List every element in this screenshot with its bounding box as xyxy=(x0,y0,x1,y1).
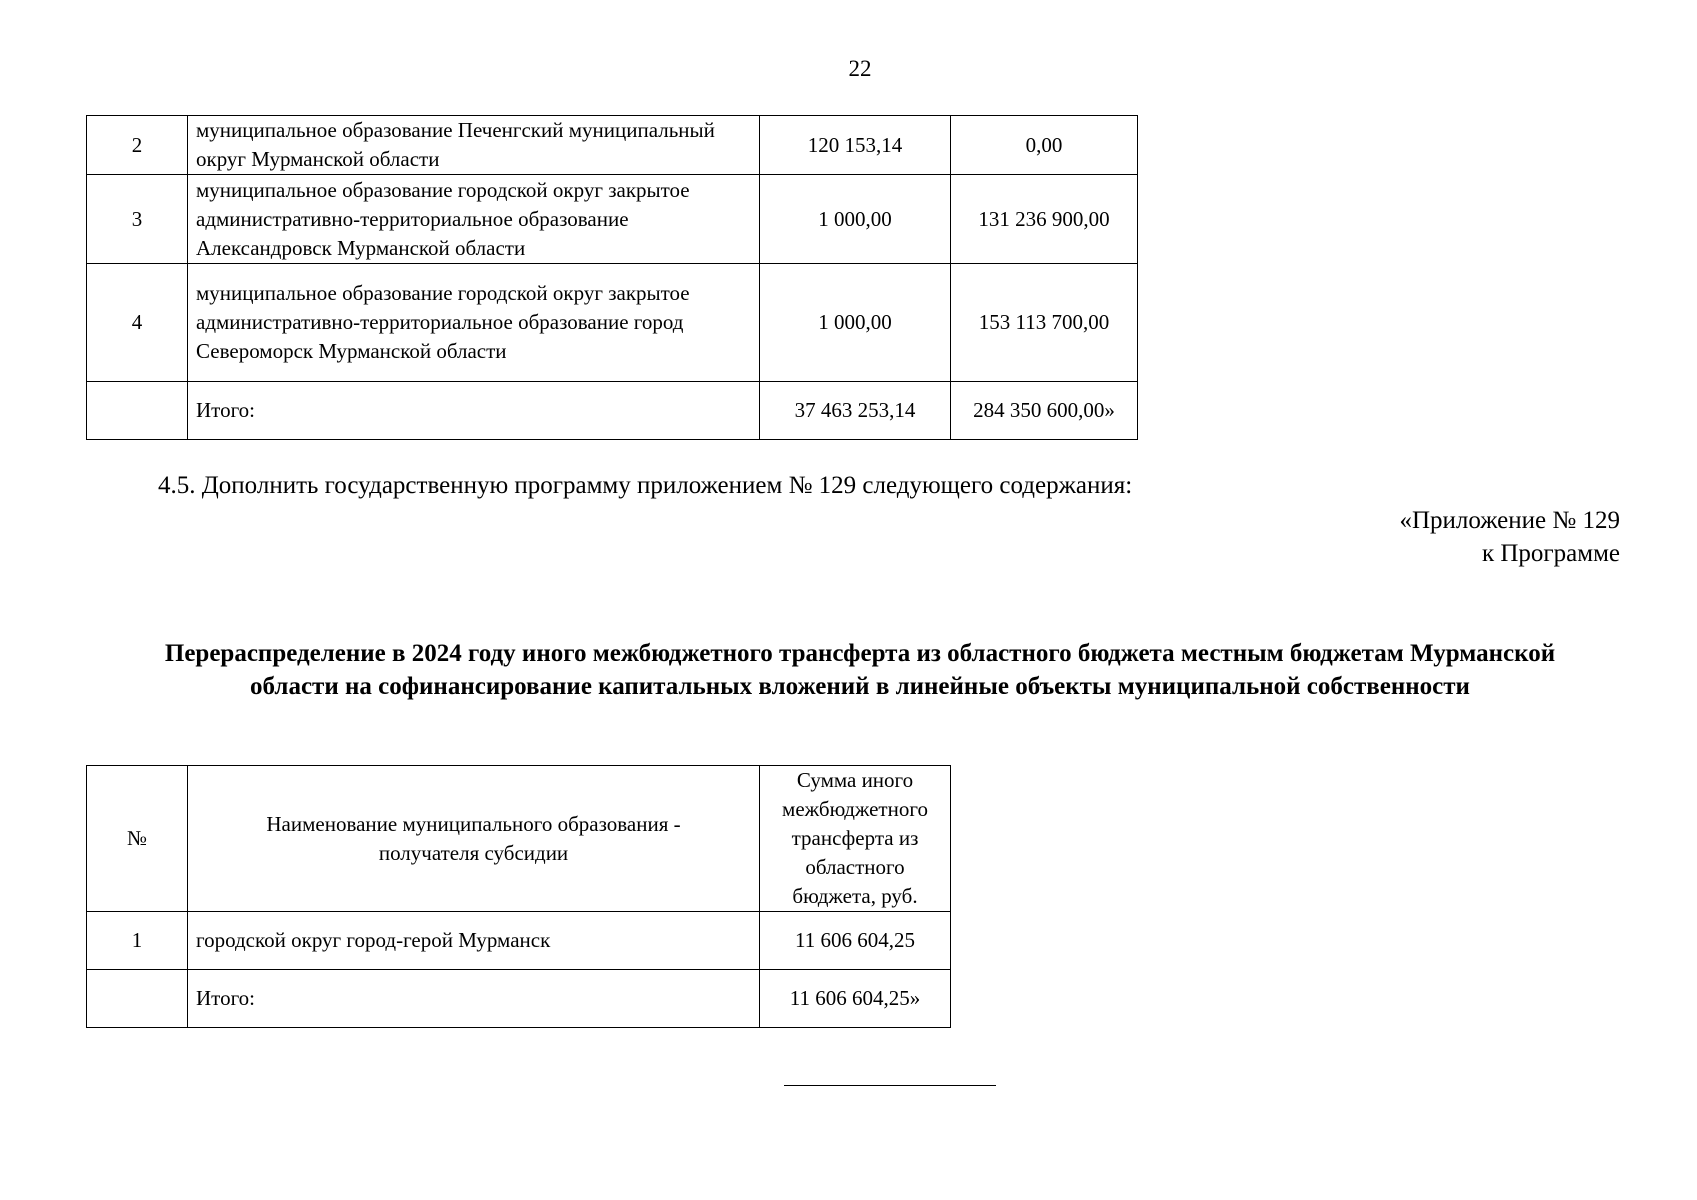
total-amount: 11 606 604,25» xyxy=(760,970,951,1028)
header-name: Наименование муниципального образования - получателя субсидии xyxy=(188,766,760,912)
row-number xyxy=(87,970,188,1028)
amount-cell: 0,00 xyxy=(951,116,1138,175)
footer-divider xyxy=(784,1085,996,1086)
table-total-row xyxy=(87,382,1138,440)
amendment-paragraph: 4.5. Дополнить государственную программу приложением № 129 следующего содержания: xyxy=(158,472,1133,499)
table-row xyxy=(87,264,1138,382)
total-label: Итого: xyxy=(188,382,760,440)
amount-cell: 131 236 900,00 xyxy=(951,175,1138,264)
amount-cell: 1 000,00 xyxy=(760,175,951,264)
row-number: 2 xyxy=(87,116,188,175)
amount-cell: 153 113 700,00 xyxy=(951,264,1138,382)
municipality-name: городской округ город-герой Мурманск xyxy=(188,912,760,970)
municipality-name: муниципальное образование Печенгский муниципальный округ Мурманской области xyxy=(188,116,760,175)
row-number: 1 xyxy=(87,912,188,970)
amount-cell: 1 000,00 xyxy=(760,264,951,382)
table-row xyxy=(87,116,1138,175)
header-number: № xyxy=(87,766,188,912)
table-row xyxy=(87,175,1138,264)
total-amount: 284 350 600,00» xyxy=(951,382,1138,440)
table-total-row xyxy=(87,970,951,1028)
amount-cell: 11 606 604,25 xyxy=(760,912,951,970)
allocation-table xyxy=(86,765,951,1028)
municipality-name: муниципальное образование городской округ закрытое административно-территориальное образование город Североморск Мурманской области xyxy=(188,264,760,382)
document-title: Перераспределение в 2024 году иного межбюджетного трансферта из областного бюджета местным бюджетам Мурманской области на софинансирование капитальных вложений в линейные объекты муниципальной собственности xyxy=(164,640,1556,700)
appendix-program: к Программе xyxy=(1481,540,1620,567)
total-amount: 37 463 253,14 xyxy=(760,382,951,440)
row-number: 3 xyxy=(87,175,188,264)
page-number: 22 xyxy=(848,56,872,81)
row-number: 4 xyxy=(87,264,188,382)
table-header-row xyxy=(87,766,951,912)
appendix-number: «Приложение № 129 xyxy=(1399,507,1620,534)
table-row xyxy=(87,912,951,970)
appendix-reference xyxy=(1399,504,1620,570)
total-label: Итого: xyxy=(188,970,760,1028)
header-sum: Сумма иного межбюджетного трансферта из областного бюджета, руб. xyxy=(760,766,951,912)
municipality-name: муниципальное образование городской округ закрытое административно-территориальное образование Александровск Мурманской области xyxy=(188,175,760,264)
amount-cell: 120 153,14 xyxy=(760,116,951,175)
allocation-table-continued xyxy=(86,115,1138,440)
row-number xyxy=(87,382,188,440)
